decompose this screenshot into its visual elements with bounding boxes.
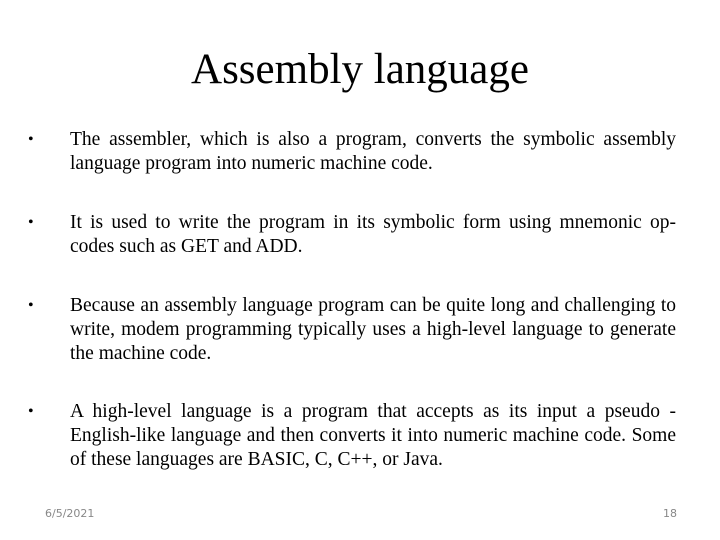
- bullet-item: [28, 128, 676, 176]
- slide-title: Assembly language: [191, 46, 529, 93]
- bullet-text: Because an assembly language program can be quite long and challenging to write, modem programming typically uses a high-level language to generate the machine code.: [70, 295, 676, 364]
- bullet-icon: •: [28, 297, 34, 314]
- bullet-icon: •: [28, 403, 34, 420]
- bullet-item: [28, 294, 676, 366]
- bullet-text: It is used to write the program in its symbolic form using mnemonic op-codes such as GET and ADD.: [70, 212, 676, 257]
- bullet-item: [28, 400, 676, 472]
- bullet-icon: •: [28, 214, 34, 231]
- footer-page-number: 18: [663, 507, 677, 520]
- bullet-icon: •: [28, 131, 34, 148]
- bullet-text: The assembler, which is also a program, converts the symbolic assembly language program into numeric machine code.: [70, 129, 676, 174]
- bullet-list: [28, 128, 676, 472]
- bullet-text: A high-level language is a program that accepts as its input a pseudo -English-like language and then converts it into numeric machine code. Some of these languages are BASIC, C, C++, or Java.: [70, 401, 676, 470]
- footer-date: 6/5/2021: [45, 507, 95, 520]
- bullet-item: [28, 211, 676, 259]
